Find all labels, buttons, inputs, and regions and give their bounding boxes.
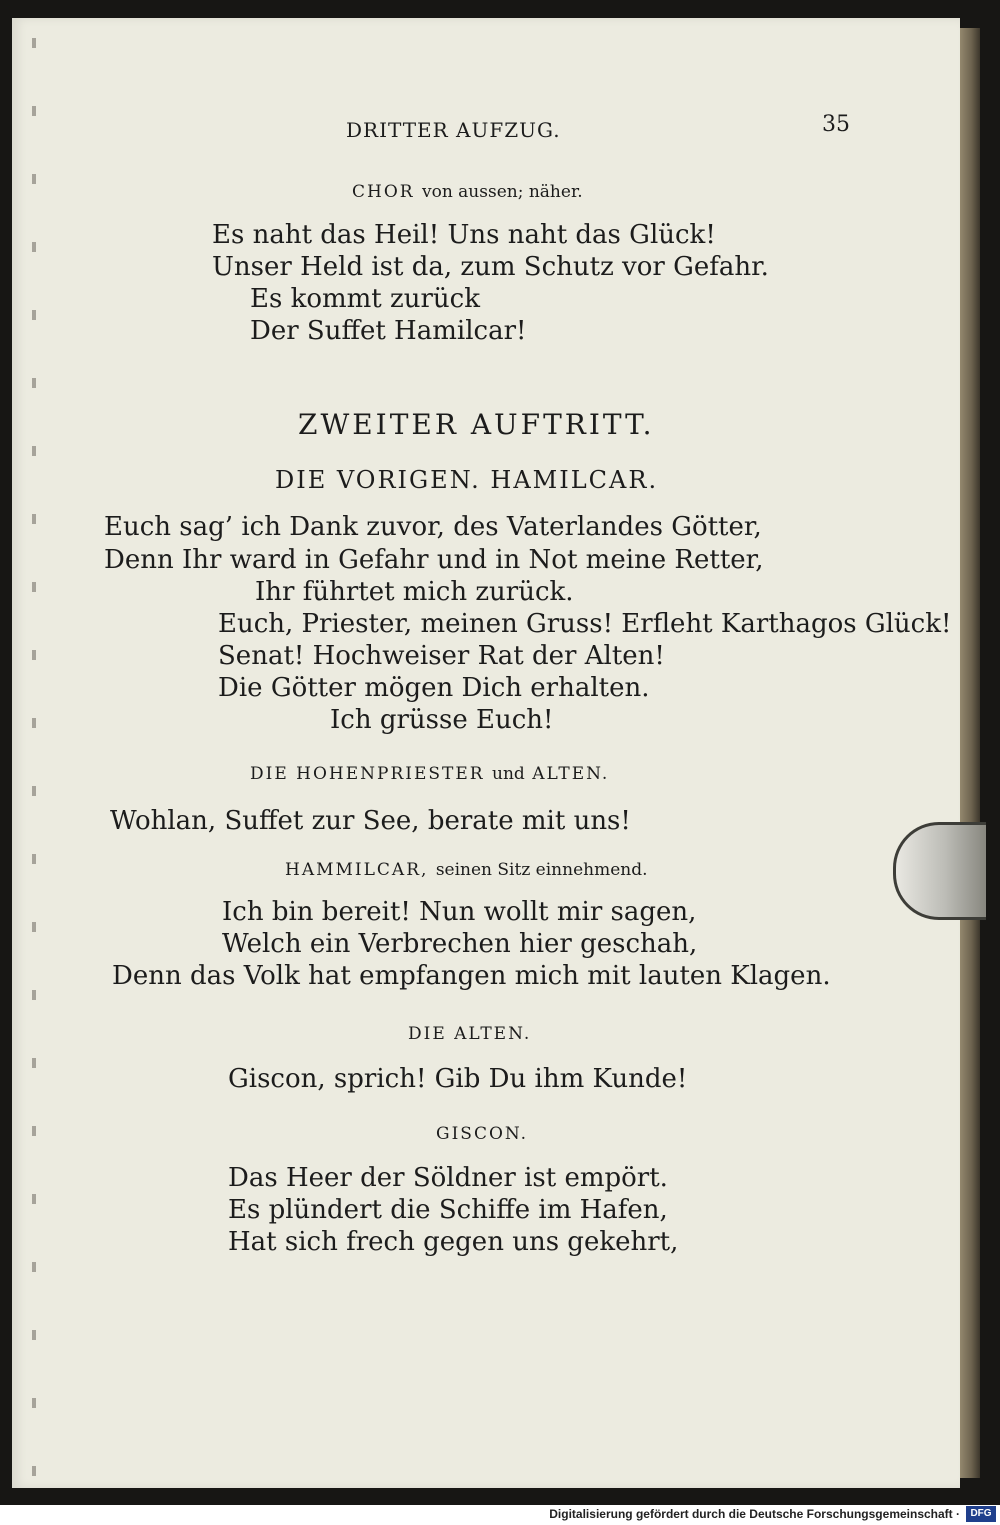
- page-stack-edge: [958, 28, 980, 1478]
- verse-line: Denn Ihr ward in Gefahr und in Not meine Retter,: [104, 545, 764, 575]
- funding-credit: Digitalisierung gefördert durch die Deutsche Forschungsgemeinschaft ·: [549, 1507, 960, 1521]
- speaker-name: CHOR: [352, 182, 415, 202]
- verse-line: Ihr führtet mich zurück.: [255, 577, 574, 607]
- verse-line: Die Götter mögen Dich erhalten.: [218, 673, 650, 703]
- speaker-alten: DIE ALTEN.: [408, 1024, 532, 1044]
- speaker-chor: [352, 182, 583, 202]
- scene-title: ZWEITER AUFTRITT.: [298, 408, 655, 441]
- running-title: DRITTER AUFZUG.: [346, 118, 561, 142]
- scene-persons: DIE VORIGEN. HAMILCAR.: [275, 466, 659, 494]
- speaker-name: DIE HOHENPRIESTER: [250, 764, 485, 784]
- verse-line: Welch ein Verbrechen hier geschah,: [222, 929, 698, 959]
- speaker-priests: [250, 764, 609, 784]
- stage-direction: von aussen; näher.: [421, 182, 583, 202]
- verse-line: Senat! Hochweiser Rat der Alten!: [218, 641, 665, 671]
- conjunction: und: [492, 764, 525, 784]
- verse-line: Unser Held ist da, zum Schutz vor Gefahr.: [212, 252, 769, 282]
- page-number: 35: [822, 112, 850, 137]
- verse-line: Der Suffet Hamilcar!: [250, 316, 527, 346]
- verse-line: Wohlan, Suffet zur See, berate mit uns!: [110, 806, 631, 836]
- verse-line: Giscon, sprich! Gib Du ihm Kunde!: [228, 1064, 688, 1094]
- speaker-giscon: GISCON.: [436, 1124, 529, 1144]
- speaker-name: ALTEN.: [532, 764, 610, 784]
- dfg-logo: DFG: [966, 1506, 996, 1522]
- binding-thread: [32, 38, 36, 1478]
- digitization-footer: [0, 1505, 1000, 1525]
- verse-line: Es kommt zurück: [250, 284, 480, 314]
- verse-line: Denn das Volk hat empfangen mich mit lauten Klagen.: [112, 961, 831, 991]
- verse-line: Euch sag’ ich Dank zuvor, des Vaterlandes Götter,: [104, 512, 762, 542]
- verse-line: Hat sich frech gegen uns gekehrt,: [228, 1227, 679, 1257]
- verse-line: Ich bin bereit! Nun wollt mir sagen,: [222, 897, 697, 927]
- verse-line: Es plündert die Schiffe im Hafen,: [228, 1195, 668, 1225]
- speaker-name: HAMMILCAR,: [285, 860, 429, 880]
- verse-line: Ich grüsse Euch!: [330, 705, 554, 735]
- verse-line: Euch, Priester, meinen Gruss! Erfleht Karthagos Glück!: [218, 609, 952, 639]
- verse-line: Es naht das Heil! Uns naht das Glück!: [212, 220, 716, 250]
- stage-direction: seinen Sitz einnehmend.: [435, 860, 648, 880]
- verse-line: Das Heer der Söldner ist empört.: [228, 1163, 668, 1193]
- page-tab: [893, 822, 986, 920]
- speaker-hammilcar: [285, 860, 648, 880]
